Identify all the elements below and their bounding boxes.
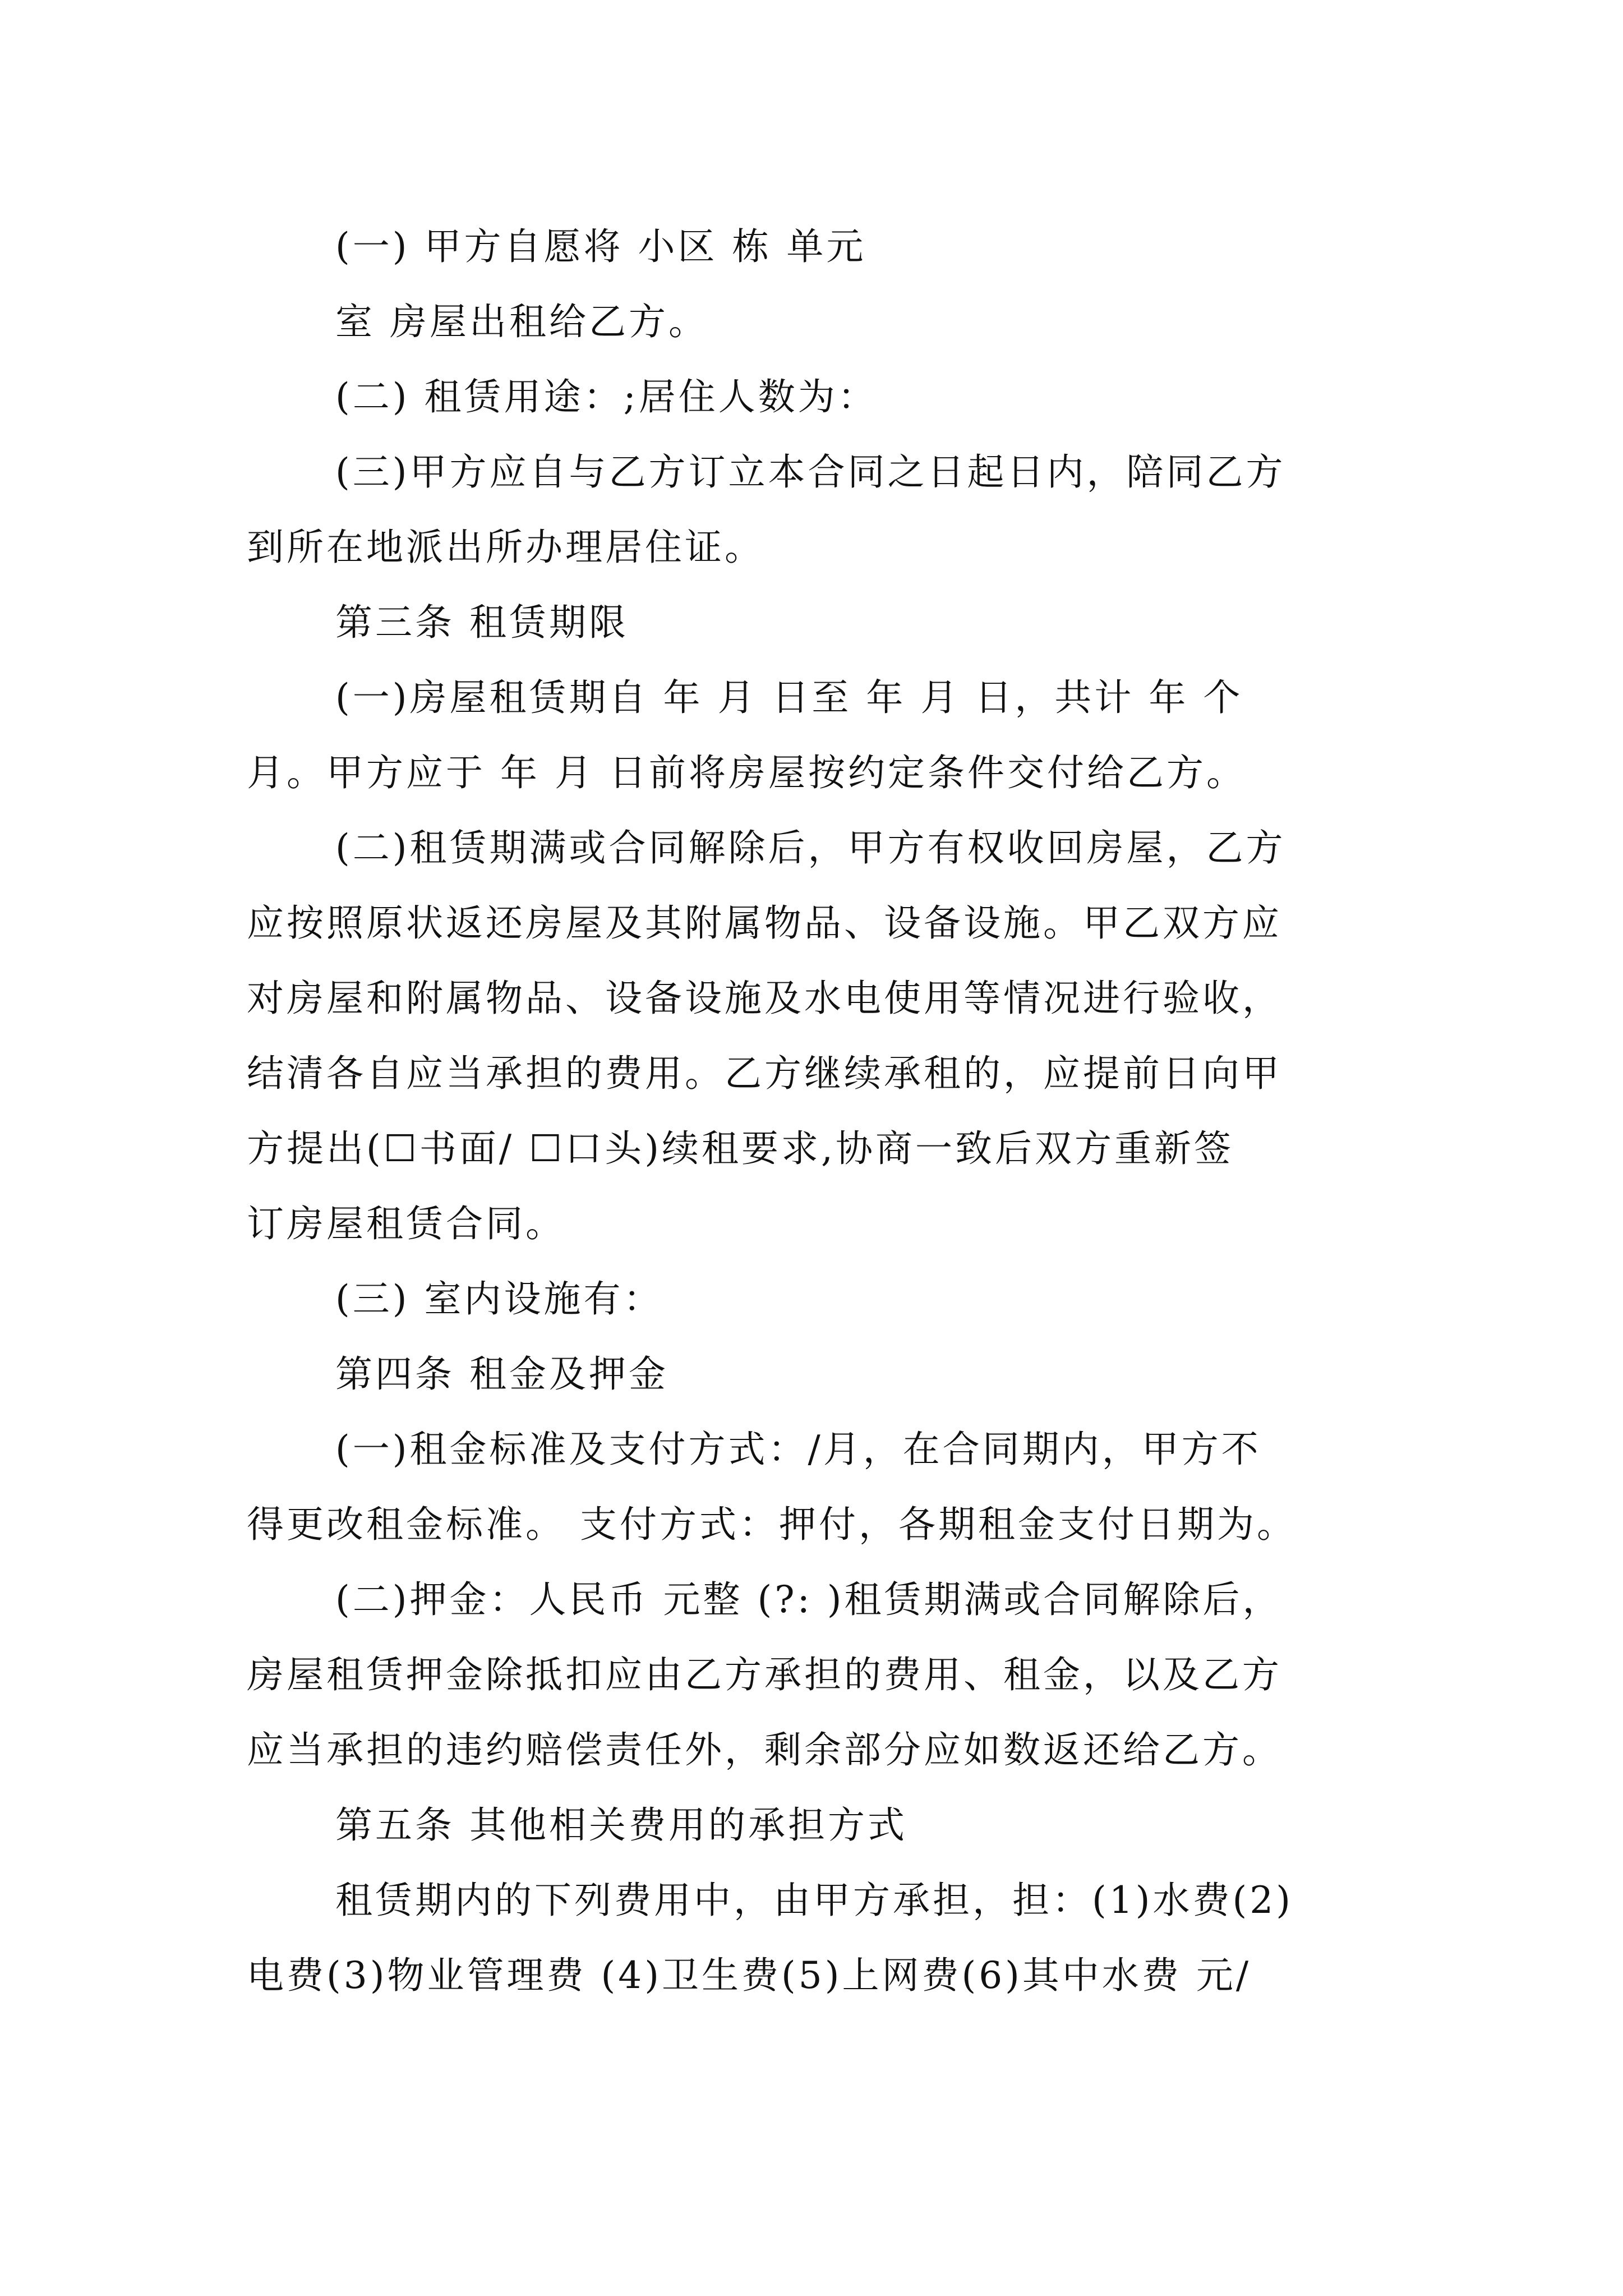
text-line: 结清各自应当承担的费用。乙方继续承租的，应提前日向甲: [247, 1052, 1282, 1095]
section-heading: 第三条 租赁期限: [335, 601, 629, 644]
text-line: 方提出(☐书面/ ☐口头)续租要求,协商一致后双方重新签: [247, 1127, 1234, 1170]
text-line: 对房屋和附属物品、设备设施及水电使用等情况进行验收，: [247, 977, 1282, 1020]
text-line: (一)租金标准及支付方式：/月，在合同期内，甲方不: [335, 1428, 1261, 1471]
text-line: 应按照原状返还房屋及其附属物品、设备设施。甲乙双方应: [247, 901, 1282, 945]
text-line: 租赁期内的下列费用中，由甲方承担，担：(1)水费(2): [335, 1879, 1293, 1922]
text-line: 到所在地派出所办理居住证。: [247, 526, 764, 569]
text-line: 房屋租赁押金除抵扣应由乙方承担的费用、租金，以及乙方: [247, 1653, 1282, 1696]
text-line: (二)押金：人民币 元整 (?: )租赁期满或合同解除后，: [335, 1578, 1283, 1621]
text-line: 电费(3)物业管理费 (4)卫生费(5)上网费(6)其中水费 元/: [247, 1954, 1252, 1997]
section-heading: 第四条 租金及押金: [335, 1352, 668, 1396]
text-line: 得更改租金标准。 支付方式：押付，各期租金支付日期为。: [247, 1503, 1297, 1546]
text-line: (三)甲方应自与乙方订立本合同之日起日内，陪同乙方: [335, 450, 1286, 494]
text-line: 月。甲方应于 年 月 日前将房屋按约定条件交付给乙方。: [247, 751, 1246, 794]
text-line: (一) 甲方自愿将 小区 栋 单元: [335, 225, 866, 268]
text-line: 应当承担的违约赔偿责任外，剩余部分应如数返还给乙方。: [247, 1728, 1282, 1772]
section-heading: 第五条 其他相关费用的承担方式: [335, 1803, 907, 1847]
text-line: (二)租赁期满或合同解除后，甲方有权收回房屋，乙方: [335, 826, 1286, 869]
text-line: 订房屋租赁合同。: [247, 1202, 565, 1245]
text-line: 室 房屋出租给乙方。: [335, 300, 708, 343]
text-line: (二) 租赁用途：;居住人数为：: [335, 375, 878, 418]
text-line: (一)房屋租赁期自 年 月 日至 年 月 日，共计 年 个: [335, 676, 1243, 719]
text-line: (三) 室内设施有：: [335, 1277, 663, 1320]
